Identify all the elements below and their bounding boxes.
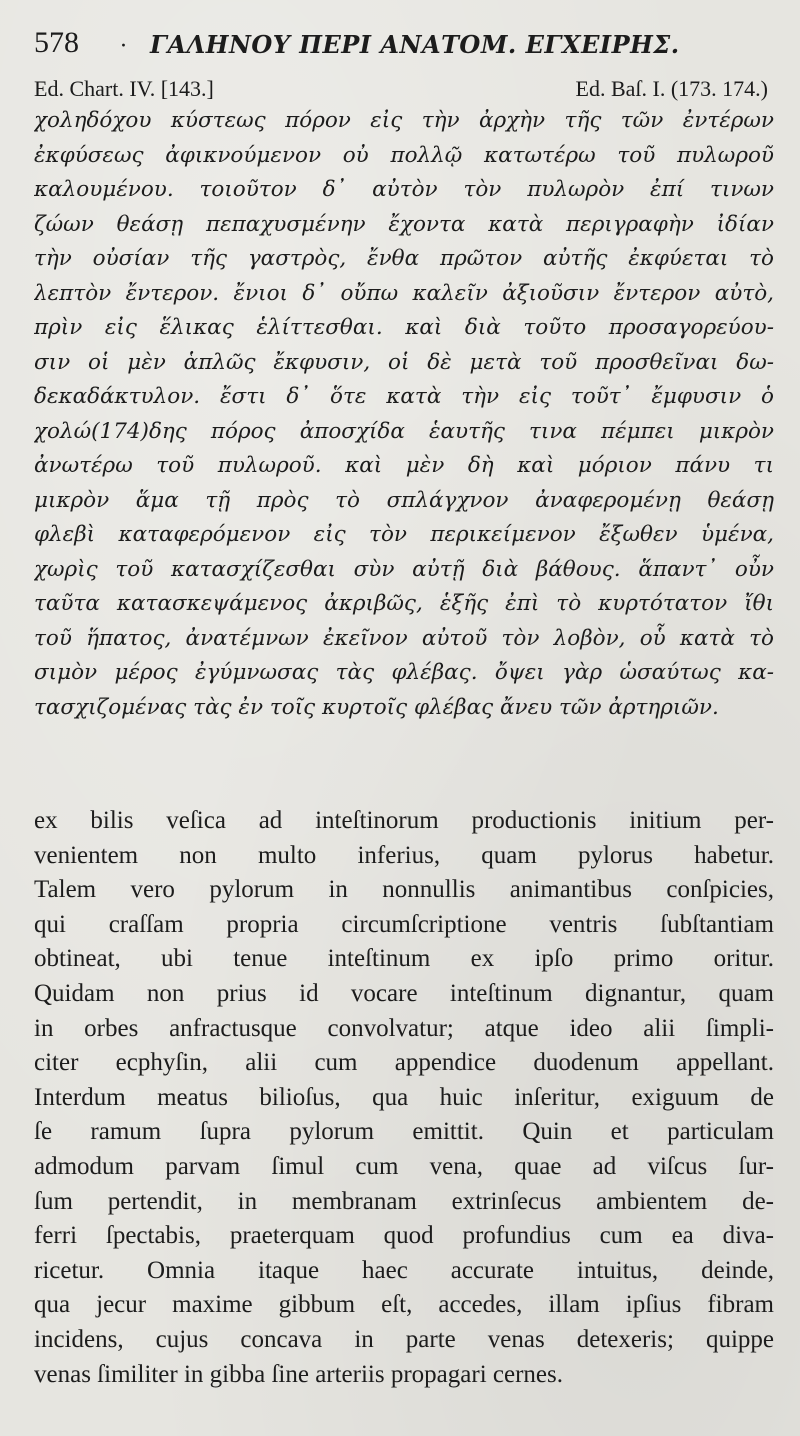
greek-text-line: ἐκφύσεως ἀφικνούμενον οὐ πολλῷ κατωτέρω τοῦ πυλωροῦ	[34, 142, 774, 168]
latin-text-line: citer ecphyſin, alii cum appendice duodenum appellant.	[34, 1049, 774, 1077]
latin-text-line: obtineat, ubi tenue inteſtinum ex ipſo primo oritur.	[34, 945, 774, 973]
greek-text-line: τοῦ ἥπατος, ἀνατέμνων ἐκεῖνον αὐτοῦ τὸν λοβὸν, οὗ κατὰ τὸ	[34, 625, 774, 651]
greek-text-line: τασχιζομένας τὰς ἐν τοῖς κυρτοῖς φλέβας ἄνευ τῶν ἀρτηριῶν.	[34, 694, 719, 720]
latin-text-line: venientem non multo inferius, quam pylorus habetur.	[34, 841, 774, 869]
greek-text-line: φλεβὶ καταφερόμενον εἰς τὸν περικείμενον ἔξωθεν ὑμένα,	[34, 522, 774, 547]
latin-text-line: ſum pertendit, in membranam extrinſecus ambientem de-	[34, 1187, 774, 1215]
latin-text-line: ſe ramum ſupra pylorum emittit. Quin et particulam	[34, 1118, 774, 1146]
latin-text-line: admodum parvam ſimul cum vena, quae ad viſcus ſur-	[34, 1152, 774, 1180]
greek-text-line: χοληδόχου κύστεως πόρον εἰς τὴν ἀρχὴν τῆς τῶν ἐντέρων	[34, 108, 774, 133]
greek-text-line: λεπτὸν ἔντερον. ἔνιοι δ᾽ οὔπω καλεῖν ἀξιοῦσιν ἔντερον αὐτὸ,	[34, 280, 774, 306]
greek-text-block	[34, 104, 774, 725]
latin-text-line: ferri ſpectabis, praeterquam quod profundius cum ea diva-	[34, 1222, 774, 1250]
latin-text-line: qua jecur maxime gibbum eſt, accedes, illam ipſius fibram	[34, 1291, 774, 1319]
latin-text-line: ex bilis veſica ad inteſtinorum productionis initium per-	[34, 807, 774, 834]
latin-text-line: Talem vero pylorum in nonnullis animantibus conſpicies,	[34, 876, 774, 904]
latin-text-line: Quidam non prius id vocare inteſtinum dignantur, quam	[34, 979, 774, 1007]
latin-text-line: ricetur. Omnia itaque haec accurate intuitus, deinde,	[34, 1256, 774, 1284]
greek-text-line: σιν οἱ μὲν ἁπλῶς ἔκφυσιν, οἱ δὲ μετὰ τοῦ προσθεῖναι δω-	[34, 349, 774, 375]
edition-basel: Ed. Baſ. I. (173. 174.)	[575, 76, 768, 101]
edition-references	[34, 76, 768, 106]
latin-text-line: incidens, cujus concava in parte venas detexeris; quippe	[34, 1325, 774, 1353]
latin-text-line: in orbes anfractusque convolvatur; atque ideo alii ſimpli-	[34, 1014, 774, 1042]
greek-text-line: ταῦτα κατασκεψάμενος ἀκριβῶς, ἑξῆς ἐπὶ τὸ κυρτότατον ἴθι	[34, 591, 774, 616]
running-title: ΓΑΛΗΝΟΥ ΠΕΡΙ ΑΝΑΤΟΜ. ΕΓΧΕΙΡΗΣ.	[150, 30, 680, 59]
greek-text-line: ζώων θεάσῃ πεπαχυσμένην ἔχοντα κατὰ περιγραφὴν ἰδίαν	[34, 211, 774, 237]
greek-text-line: μικρὸν ἅμα τῇ πρὸς τὸ σπλάγχνον ἀναφερομένῃ θεάσῃ	[34, 487, 774, 513]
greek-text-line: δεκαδάκτυλον. ἔστι δ᾽ ὅτε κατὰ τὴν εἰς τοῦτ᾽ ἔμφυσιν ὁ	[34, 384, 774, 409]
edition-chartier: Ed. Chart. IV. [143.]	[34, 76, 214, 101]
greek-text-line: χωρὶς τοῦ κατασχίζεσθαι σὺν αὐτῇ διὰ βάθους. ἅπαντ᾽ οὖν	[34, 556, 774, 582]
latin-text-line: Interdum meatus bilioſus, qua huic inſeritur, exiguum de	[34, 1083, 774, 1111]
running-head	[34, 26, 774, 66]
latin-text-line: venas ſimiliter in gibba ſine arteriis propagari cernes.	[34, 1360, 563, 1388]
page-number: 578	[34, 26, 79, 59]
greek-text-line: πρὶν εἰς ἕλικας ἑλίττεσθαι. καὶ διὰ τοῦτο προσαγορεύου-	[34, 315, 774, 340]
greek-text-line: τὴν οὐσίαν τῆς γαστρὸς, ἔνθα πρῶτον αὐτῆς ἐκφύεται τὸ	[34, 246, 774, 271]
latin-text-line: qui craſſam propria circumſcriptione ventris ſubſtantiam	[34, 910, 774, 938]
greek-text-line: χολώ(174)δης πόρος ἀποσχίδα ἑαυτῆς τινα πέμπει μικρὸν	[34, 418, 774, 444]
latin-text-block	[34, 804, 774, 1392]
greek-text-line: καλουμένου. τοιοῦτον δ᾽ αὐτὸν τὸν πυλωρὸν ἐπί τινων	[34, 177, 774, 202]
greek-text-line: ἀνωτέρω τοῦ πυλωροῦ. καὶ μὲν δὴ καὶ μόριον πάνυ τι	[34, 453, 774, 478]
header-bullet: ·	[120, 34, 127, 59]
greek-text-line: σιμὸν μέρος ἐγύμνωσας τὰς φλέβας. ὄψει γὰρ ὡσαύτως κα-	[34, 660, 774, 685]
